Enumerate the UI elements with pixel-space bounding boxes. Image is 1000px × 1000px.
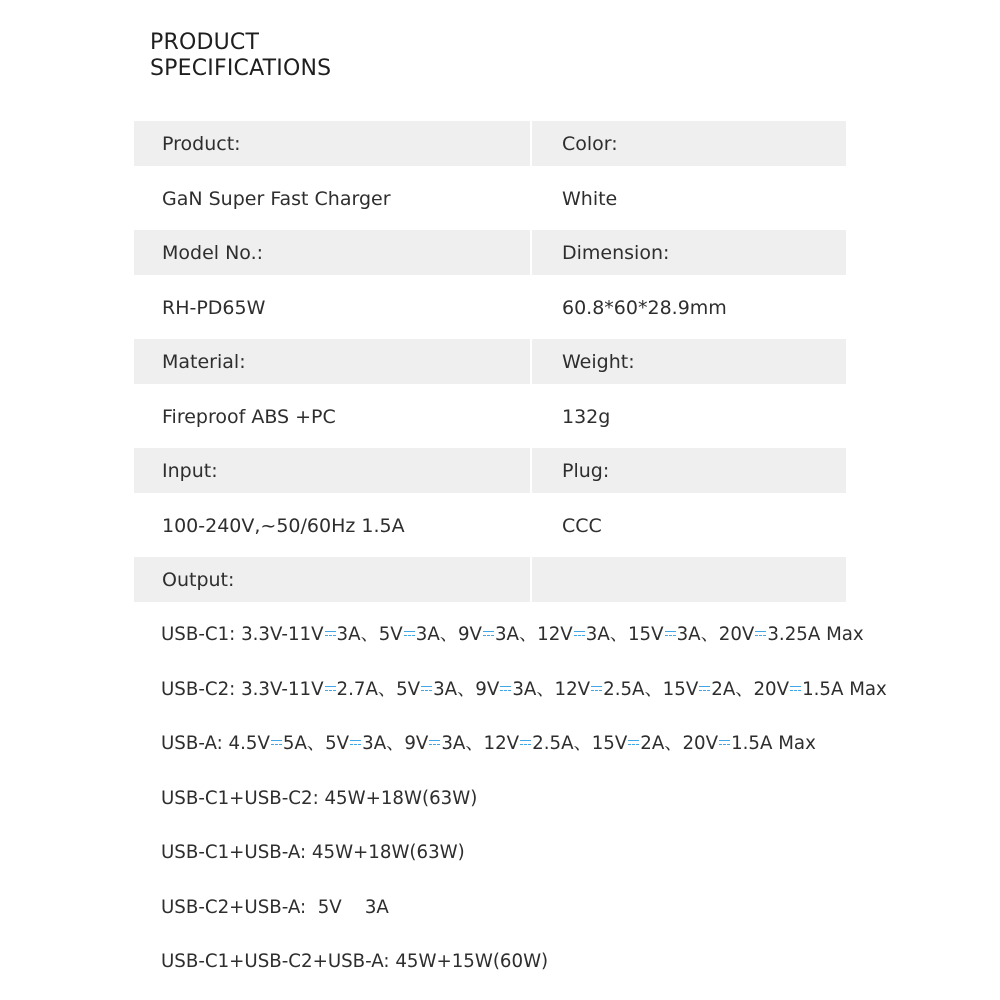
output-usb-c2-part: 3A、9V bbox=[433, 678, 500, 700]
spec-cell bbox=[134, 176, 530, 221]
spec-cell bbox=[532, 339, 846, 384]
dimension-label: Dimension: bbox=[562, 242, 670, 264]
output-usb-a-part: 1.5A Max bbox=[731, 733, 816, 754]
output-line-usb-c1 bbox=[161, 612, 864, 667]
output-usb-a-part: 3A、9V bbox=[362, 733, 429, 754]
dc-symbol-icon bbox=[591, 685, 602, 693]
model-label: Model No.: bbox=[162, 242, 264, 264]
dc-symbol-icon bbox=[271, 739, 282, 747]
output-usb-c1-part: 3A、9V bbox=[415, 624, 482, 645]
color-label: Color: bbox=[562, 133, 618, 155]
output-usb-c1-part: 3A、15V bbox=[585, 624, 664, 645]
spec-cell bbox=[134, 339, 530, 384]
spec-row-header-2 bbox=[134, 230, 846, 285]
output-usb-c1-part: 3A、5V bbox=[336, 624, 403, 645]
spec-cell-empty bbox=[532, 557, 846, 602]
output-usb-c2-part: 2.5A、15V bbox=[603, 678, 699, 700]
output-label: Output: bbox=[162, 569, 235, 591]
page-title-line-1: PRODUCT bbox=[150, 30, 260, 55]
output-usb-c1-prefix: USB-C1: 3.3V-11V bbox=[161, 624, 324, 645]
material-label: Material: bbox=[162, 351, 246, 373]
material-value: Fireproof ABS +PC bbox=[162, 405, 336, 428]
dc-symbol-icon bbox=[520, 739, 531, 747]
spec-row-header-5 bbox=[134, 557, 846, 612]
model-value: RH-PD65W bbox=[162, 296, 266, 319]
output-line-usb-a bbox=[161, 721, 861, 776]
spec-row-value-2 bbox=[134, 285, 846, 340]
dc-symbol-icon bbox=[574, 630, 585, 638]
dc-symbol-icon bbox=[483, 630, 494, 638]
dc-symbol-icon bbox=[628, 739, 639, 747]
weight-value: 132g bbox=[562, 405, 611, 428]
spec-cell bbox=[532, 176, 846, 221]
spec-cell bbox=[134, 230, 530, 275]
input-label: Input: bbox=[162, 460, 218, 482]
product-label: Product: bbox=[162, 133, 241, 155]
spec-cell bbox=[134, 503, 530, 548]
output-usb-a-part: 5A、5V bbox=[282, 733, 350, 754]
dc-symbol-icon bbox=[719, 739, 730, 747]
color-value: White bbox=[562, 187, 618, 210]
output-list bbox=[161, 612, 887, 994]
dc-symbol-icon bbox=[790, 685, 801, 693]
output-line-usb-c2 bbox=[161, 667, 887, 722]
spec-cell bbox=[134, 448, 530, 493]
dc-symbol-icon bbox=[755, 630, 766, 638]
spec-row-header-3 bbox=[134, 339, 846, 394]
output-usb-a-part: 2A、20V bbox=[640, 733, 719, 754]
dc-symbol-icon bbox=[665, 630, 676, 638]
input-value: 100-240V,~50/60Hz 1.5A bbox=[162, 514, 405, 537]
spec-row-value-4 bbox=[134, 503, 846, 558]
dc-symbol-icon bbox=[325, 630, 336, 638]
spec-cell bbox=[532, 121, 846, 166]
spec-cell bbox=[134, 285, 530, 330]
dc-symbol-icon bbox=[699, 685, 710, 693]
output-usb-c1-part: 3.25A Max bbox=[767, 624, 864, 645]
output-line-combo-all: USB-C1+USB-C2+USB-A: 45W+15W(60W) bbox=[161, 951, 549, 972]
dc-symbol-icon bbox=[404, 630, 415, 638]
spec-row-value-1 bbox=[134, 176, 846, 231]
plug-label: Plug: bbox=[562, 460, 610, 482]
product-value: GaN Super Fast Charger bbox=[162, 187, 391, 210]
spec-cell bbox=[134, 394, 530, 439]
output-usb-a-prefix: USB-A: 4.5V bbox=[161, 733, 270, 754]
output-usb-c2-part: 1.5A Max bbox=[802, 678, 887, 700]
dc-symbol-icon bbox=[350, 739, 361, 747]
dimension-value: 60.8*60*28.9mm bbox=[562, 296, 727, 319]
dc-symbol-icon bbox=[325, 685, 336, 693]
spec-cell bbox=[532, 230, 846, 275]
output-usb-c1-part: 3A、12V bbox=[494, 624, 573, 645]
spec-cell bbox=[134, 557, 530, 602]
spec-cell bbox=[532, 448, 846, 493]
output-line-combo-c1-c2: USB-C1+USB-C2: 45W+18W(63W) bbox=[161, 787, 478, 809]
output-usb-c1-part: 3A、20V bbox=[676, 624, 755, 645]
spec-cell bbox=[532, 503, 846, 548]
output-usb-c2-part: 3A、12V bbox=[512, 678, 591, 700]
dc-symbol-icon bbox=[421, 685, 432, 693]
spec-table bbox=[134, 121, 846, 612]
spec-row-value-3 bbox=[134, 394, 846, 449]
page-title-line-2: SPECIFICATIONS bbox=[150, 56, 332, 81]
output-usb-a-part: 2.5A、15V bbox=[532, 733, 628, 754]
output-line-combo-c1-a: USB-C1+USB-A: 45W+18W(63W) bbox=[161, 842, 465, 863]
spec-row-header-1 bbox=[134, 121, 846, 176]
output-usb-c2-part: 2.7A、5V bbox=[336, 678, 421, 700]
dc-symbol-icon bbox=[429, 739, 440, 747]
output-usb-c2-prefix: USB-C2: 3.3V-11V bbox=[161, 678, 324, 700]
spec-cell bbox=[134, 121, 530, 166]
spec-cell bbox=[532, 285, 846, 330]
spec-row-header-4 bbox=[134, 448, 846, 503]
dc-symbol-icon bbox=[500, 685, 511, 693]
page-title bbox=[150, 30, 331, 82]
output-usb-a-part: 3A、12V bbox=[441, 733, 520, 754]
output-line-combo-c2-a: USB-C2+USB-A: 5V 3A bbox=[161, 896, 389, 918]
spec-cell bbox=[532, 394, 846, 439]
plug-value: CCC bbox=[562, 514, 602, 537]
weight-label: Weight: bbox=[562, 351, 635, 373]
output-usb-c2-part: 2A、20V bbox=[711, 678, 790, 700]
